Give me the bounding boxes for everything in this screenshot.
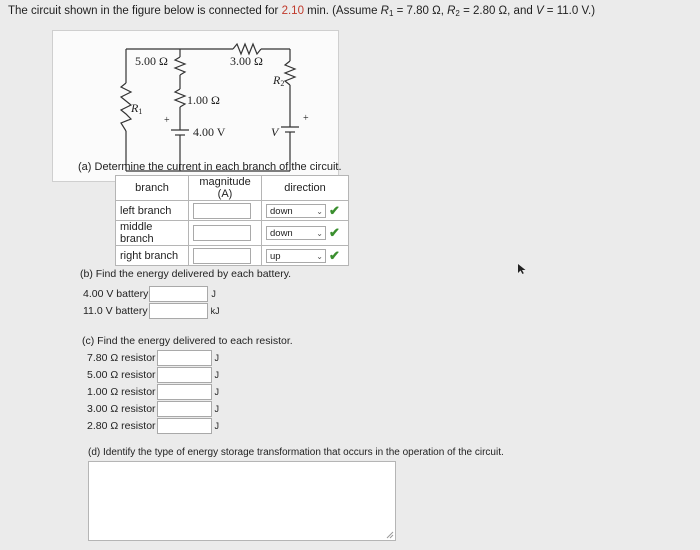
label-3ohm: 3.00 Ω	[230, 54, 263, 68]
part-d-question: (d) Identify the type of energy storage transformation that occurs in the operation of the circuit.	[88, 447, 504, 458]
r1-symbol: R	[380, 5, 389, 17]
middle-magnitude-input[interactable]	[193, 225, 251, 241]
resistor-row: 3.00 Ω resistor J	[87, 401, 219, 417]
v-value: = 11.0 V.)	[543, 5, 596, 17]
resistor-row: 1.00 Ω resistor J	[87, 384, 219, 400]
label-4v: 4.00 V	[193, 125, 226, 139]
right-direction-select[interactable]: up ⌄	[266, 249, 326, 263]
plus-sign: +	[164, 115, 170, 126]
part-a-question: (a) Determine the current in each branch of the circuit.	[78, 161, 342, 173]
col-header: branch	[116, 176, 189, 201]
r1-value: = 7.80 Ω,	[393, 5, 448, 17]
v-symbol: V	[535, 5, 544, 17]
battery-11v-energy-input[interactable]	[149, 303, 208, 319]
label-v: V	[271, 125, 279, 139]
branch-label: middle branch	[116, 221, 189, 246]
table-row	[116, 221, 349, 246]
right-magnitude-input[interactable]	[193, 248, 251, 264]
resistor-row: 5.00 Ω resistor J	[87, 367, 219, 383]
problem-text: min. (Assume	[303, 5, 381, 17]
resize-handle-icon[interactable]	[386, 531, 394, 539]
resistor-1-00-input[interactable]	[157, 384, 212, 400]
label-5ohm: 5.00 Ω	[135, 54, 168, 68]
branch-label: left branch	[116, 201, 189, 221]
label-r2: $R_2$	[273, 73, 285, 88]
circuit-diagram	[52, 30, 339, 182]
branch-label: right branch	[116, 246, 189, 266]
label-r1: $R_1$	[131, 101, 143, 116]
middle-direction-select[interactable]: down ⌄	[266, 226, 326, 240]
col-header: magnitude (A)	[189, 176, 262, 201]
chevron-down-icon: ⌄	[316, 206, 323, 216]
part-d-answer-textarea[interactable]	[88, 461, 396, 541]
label-1ohm: 1.00 Ω	[187, 93, 220, 107]
checkmark-icon: ✔	[329, 247, 340, 263]
resistor-3-00-input[interactable]	[157, 401, 212, 417]
plus-sign: +	[303, 113, 309, 124]
battery-row: 4.00 V battery J	[83, 286, 216, 302]
checkmark-icon: ✔	[329, 202, 340, 218]
table-row	[116, 246, 349, 266]
resistor-2-80-input[interactable]	[157, 418, 212, 434]
problem-statement	[8, 5, 595, 18]
branch-table	[115, 175, 349, 266]
battery-row: 11.0 V battery kJ	[83, 303, 220, 319]
time-value: 2.10	[281, 5, 304, 17]
r2-value: = 2.80 Ω, and	[459, 5, 536, 17]
resistor-5-00-input[interactable]	[157, 367, 212, 383]
part-b-question: (b) Find the energy delivered by each battery.	[80, 268, 292, 280]
left-direction-select[interactable]: down ⌄	[266, 204, 326, 218]
chevron-down-icon: ⌄	[316, 251, 323, 261]
r1-subscript: 1	[388, 9, 394, 18]
part-c-question: (c) Find the energy delivered to each resistor.	[82, 335, 293, 347]
r2-symbol: R	[447, 5, 456, 17]
table-row	[116, 201, 349, 221]
table-header	[116, 176, 349, 201]
battery-4v-energy-input[interactable]	[149, 286, 208, 302]
resistor-row: 2.80 Ω resistor J	[87, 418, 219, 434]
col-header: direction	[262, 176, 349, 201]
resistor-7-80-input[interactable]	[157, 350, 212, 366]
chevron-down-icon: ⌄	[316, 229, 323, 238]
problem-text: The circuit shown in the figure below is connected for	[8, 5, 282, 17]
resistor-row: 7.80 Ω resistor J	[87, 350, 219, 366]
left-magnitude-input[interactable]	[193, 203, 251, 219]
r2-subscript: 2	[455, 9, 460, 18]
checkmark-icon: ✔	[329, 225, 340, 240]
mouse-cursor-icon	[518, 264, 526, 274]
